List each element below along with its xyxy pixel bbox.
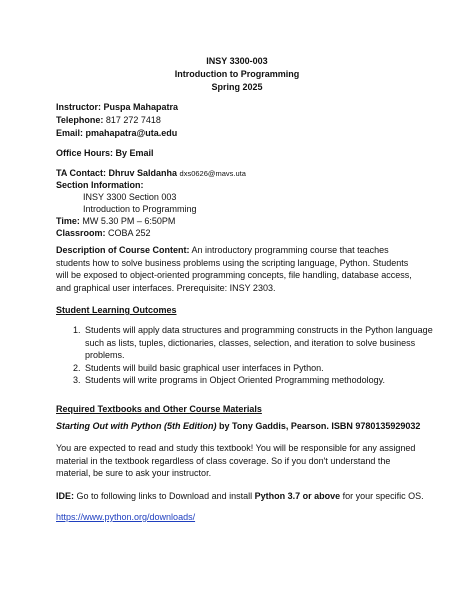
ide-text-before: Go to following links to Download and install bbox=[74, 491, 255, 501]
section-line-2: Introduction to Programming bbox=[83, 204, 197, 214]
outcome-item: 3. Students will write programs in Object Oriented Programming methodology. bbox=[83, 374, 448, 387]
outcome-item: 2. Students will build basic graphical user interfaces in Python. bbox=[83, 362, 448, 375]
download-link-line bbox=[56, 512, 195, 523]
classroom-value: COBA 252 bbox=[108, 228, 151, 238]
ide-version: Python 3.7 or above bbox=[254, 491, 341, 501]
textbook-citation bbox=[56, 421, 420, 432]
section-line-1: INSY 3300 Section 003 bbox=[83, 192, 177, 202]
ta-contact bbox=[56, 168, 246, 179]
textbook-title: Starting Out with Python (5th Edition) bbox=[56, 421, 217, 431]
office-hours: Office Hours: By Email bbox=[56, 148, 154, 158]
section-info-label: Section Information: bbox=[56, 180, 144, 190]
textbook-details: by Tony Gaddis, Pearson. ISBN 9780135929032 bbox=[216, 421, 421, 431]
outcomes-heading: Student Learning Outcomes bbox=[56, 305, 177, 315]
course-code: INSY 3300-003 bbox=[206, 56, 268, 66]
ide-text-after: for your specific OS. bbox=[340, 491, 424, 501]
time-value: MW 5.30 PM – 6:50PM bbox=[82, 216, 176, 226]
section-classroom bbox=[56, 228, 151, 239]
instructor-email: Email: pmahapatra@uta.edu bbox=[56, 128, 178, 138]
python-download-link[interactable]: https://www.python.org/downloads/ bbox=[56, 512, 196, 522]
telephone-label: Telephone: bbox=[56, 115, 104, 125]
ide-instructions bbox=[56, 491, 424, 502]
instructor-name: Instructor: Puspa Mahapatra bbox=[56, 102, 179, 112]
course-description bbox=[56, 244, 418, 294]
instructor-telephone bbox=[56, 115, 161, 126]
time-label: Time: bbox=[56, 216, 80, 226]
telephone-value: 817 272 7418 bbox=[105, 115, 161, 125]
course-term: Spring 2025 bbox=[211, 82, 263, 92]
textbooks-heading: Required Textbooks and Other Course Materials bbox=[56, 404, 262, 414]
description-text: An introductory programming course that teaches students how to solve business problems using the scripting language, Python. Students will be exposed to object-oriented programming concepts, file handling, database access, and graphical user interfaces. Prerequisite: INSY 2303. bbox=[56, 245, 412, 293]
section-time bbox=[56, 216, 175, 227]
description-label: Description of Course Content: bbox=[56, 245, 190, 255]
ide-label: IDE: bbox=[56, 491, 74, 501]
textbook-note: You are expected to read and study this textbook! You will be responsible for any assigned material in the textbook regardless of class coverage. So if you don't understand the material, be sure to ask your instructor. bbox=[56, 443, 416, 478]
course-title: Introduction to Programming bbox=[174, 69, 300, 79]
outcomes-list bbox=[56, 324, 448, 387]
ta-label: TA Contact: Dhruv Saldanha bbox=[56, 168, 178, 178]
outcome-item: 1. Students will apply data structures and programming constructs in the Python language such as lists, tuples, dictionaries, classes, selection, and iteration to solve business problems. bbox=[83, 324, 448, 362]
ta-email: dxs0626@mavs.uta bbox=[179, 169, 246, 178]
classroom-label: Classroom: bbox=[56, 228, 106, 238]
